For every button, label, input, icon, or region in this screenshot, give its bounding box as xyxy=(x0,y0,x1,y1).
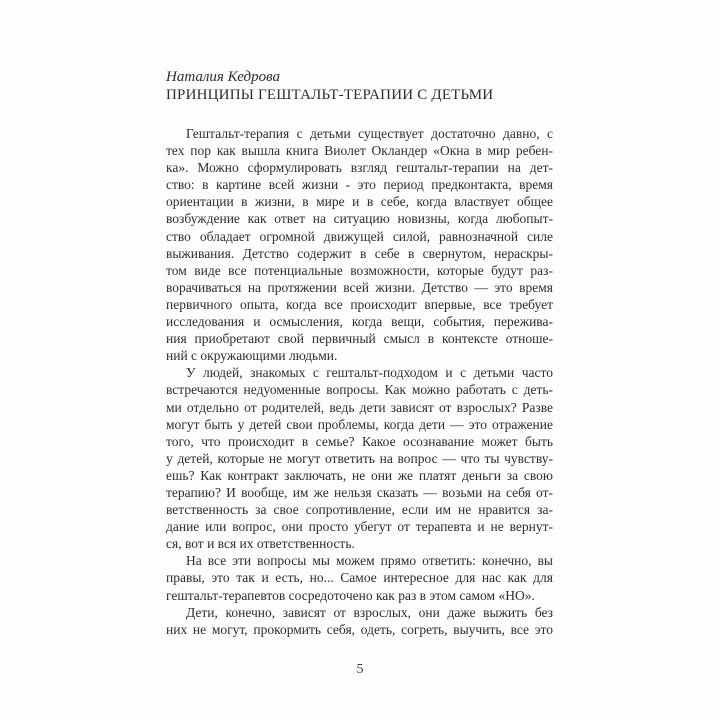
text-line: ся, вот и вся их ответственность. xyxy=(166,536,355,552)
text-line: ветственность за свое сопротивление, если им не нравится за- xyxy=(166,502,553,518)
text-line: У людей, знакомых с гештальт-подходом и с детьми часто xyxy=(186,365,553,381)
text-line: ориентации в жизни, в мире и в себе, когда властвует общее xyxy=(166,194,553,210)
text-line: терапию? И вообще, им же нельзя сказать — возьми на себя от- xyxy=(166,484,553,500)
paragraph xyxy=(166,364,553,552)
text-line: встречаются недуоменные вопросы. Как можно работать с деть- xyxy=(166,382,553,398)
text-line: дание или вопрос, они просто убегут от терапевта и не вернут- xyxy=(166,519,553,535)
text-line: ворачиваться на протяжении всей жизни. Детство — это время xyxy=(166,279,553,295)
page-number: 5 xyxy=(356,662,364,677)
paragraph xyxy=(166,125,553,364)
author-name: Наталия Кедрова xyxy=(166,69,280,85)
text-line: тех пор как вышла книга Виолет Окландер «Окна в мир ребен- xyxy=(166,143,553,159)
text-line: На все эти вопросы мы можем прямо ответить: конечно, вы xyxy=(186,553,553,569)
text-line: Гештальт-терапия с детьми существует достаточно давно, с xyxy=(186,126,553,141)
text-line: гештальт-терапевтов сосредоточено как раз в этом самом «НО». xyxy=(166,587,535,603)
text-line: ния приобретают свой первичный смысл в контексте отноше- xyxy=(166,331,553,347)
text-line: того, что происходит в семье? Какое осознавание может быть xyxy=(166,433,553,449)
paragraph xyxy=(166,552,553,603)
text-line: у детей, которые не могут ответить на вопрос — что ты чувству- xyxy=(166,450,553,466)
text-line: ешь? Как контракт заключать, не они же платят деньги за свою xyxy=(166,467,553,483)
text-line: первичного опыта, когда все происходит впервые, все требует xyxy=(166,296,553,312)
text-line: правы, это так и есть, но... Самое интересное для нас как для xyxy=(166,570,553,586)
text-line: выживания. Детство содержит в себе в свернутом, нераскры- xyxy=(166,245,553,261)
paragraph xyxy=(166,604,553,638)
text-line: возбуждение как ответ на ситуацию новизны, когда любопыт- xyxy=(166,211,553,227)
text-line: том виде все потенциальные возможности, которые будут раз- xyxy=(166,262,553,278)
text-line: ство обладает огромной движущей силой, равнозначной силе xyxy=(166,228,553,244)
text-line: них не могут, прокормить себя, одеть, согреть, выучить, все это xyxy=(166,621,553,637)
text-line: ка». Можно сформулировать взгляд гештальт-терапии на дет- xyxy=(166,160,553,176)
text-line: ми отдельно от родителей, ведь дети зависят от взрослых? Разве xyxy=(166,399,553,415)
text-line: ство: в картине всей жизни - это период предконтакта, время xyxy=(166,177,553,193)
text-block xyxy=(166,68,553,638)
text-line: ний с окружающими людьми. xyxy=(166,348,338,364)
body-text xyxy=(166,125,553,638)
page-title: ПРИНЦИПЫ ГЕШТАЛЬТ-ТЕРАПИИ С ДЕТЬМИ xyxy=(166,87,494,103)
text-line: могут быть у детей свои проблемы, когда дети — это отражение xyxy=(166,416,553,432)
text-line: Дети, конечно, зависят от взрослых, они даже выжить без xyxy=(186,604,553,620)
text-line: исследования и осмысления, когда вещи, события, пережива- xyxy=(166,314,553,330)
